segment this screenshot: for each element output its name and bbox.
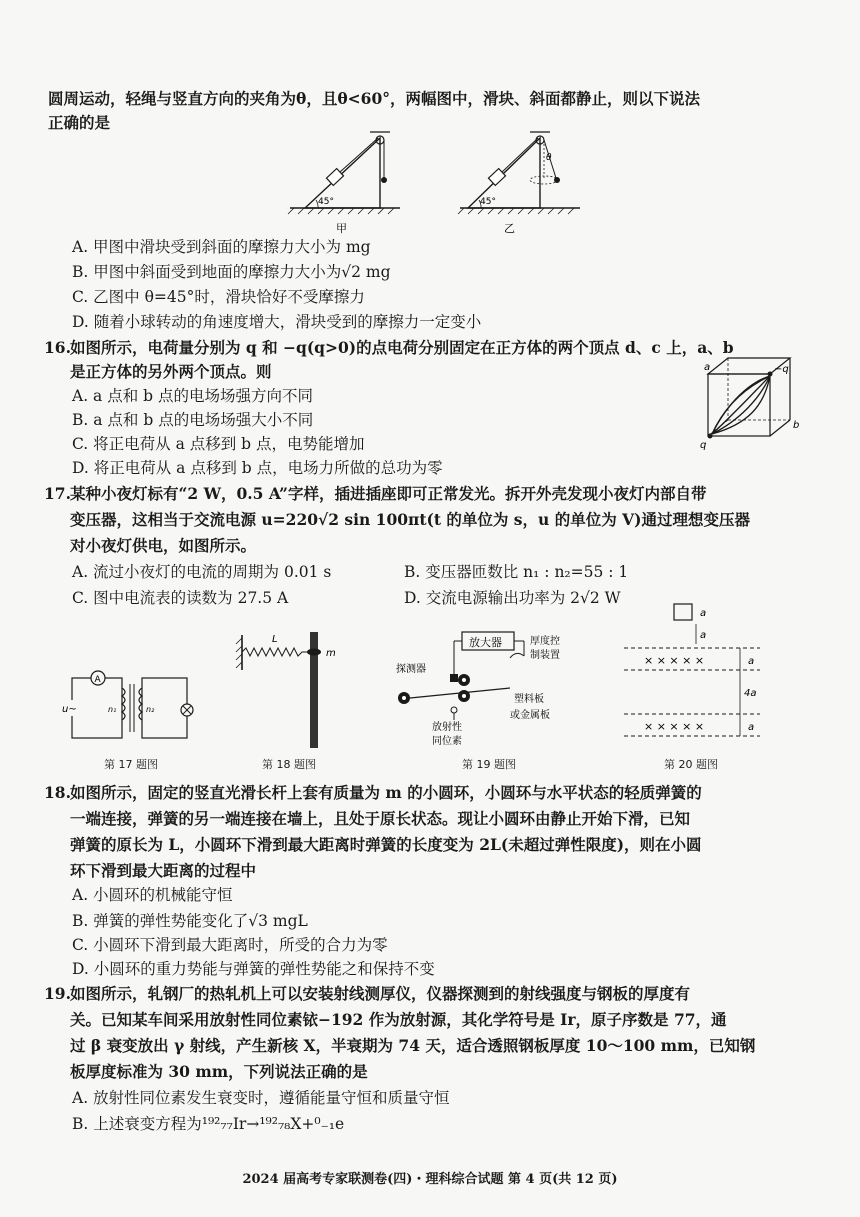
ring-mass-label: m — [326, 648, 336, 659]
q17-option-d[interactable]: D. 交流电源输出功率为 2√2 W — [404, 589, 621, 607]
q19-option-a[interactable]: A. 放射性同位素发生衰变时，遵循能量守恒和质量守恒 — [72, 1089, 450, 1107]
field-region-1-crosses: × × × × × — [644, 654, 705, 667]
field-1-height-label: a — [748, 656, 755, 667]
fig20-caption: 第 20 题图 — [664, 758, 718, 771]
thickness-control-label-2: 制装置 — [530, 650, 560, 661]
q18-stem-line2: 一端连接，弹簧的另一端连接在墙上，且处于原长状态。现让小圆环由静止开始下滑，已知 — [70, 809, 691, 828]
q15-option-a[interactable]: A. 甲图中滑块受到斜面的摩擦力大小为 mg — [72, 238, 371, 256]
theta-label: θ — [546, 153, 552, 163]
q18-option-c[interactable]: C. 小圆环下滑到最大距离时，所受的合力为零 — [72, 936, 388, 954]
angle-label-yi: 45° — [480, 197, 496, 207]
q18-option-d[interactable]: D. 小圆环的重力势能与弹簧的弹性势能之和保持不变 — [72, 960, 435, 978]
cube-label-q: q — [700, 440, 707, 451]
q16-stem-line2: 是正方体的另外两个顶点。则 — [70, 362, 272, 381]
q16-option-b[interactable]: B. a 点和 b 点的电场场强大小不同 — [72, 411, 314, 429]
q17-number: 17. — [44, 484, 71, 503]
ammeter-label: A — [94, 675, 101, 685]
q18-stem-line1 — [44, 782, 702, 804]
q19-stem-text1: 如图所示，轧钢厂的热轧机上可以安装射线测厚仪，仪器探测到的射线强度与钢板的厚度有 — [70, 984, 691, 1003]
q16-stem-text1: 如图所示，电荷量分别为 q 和 −q(q>0)的点电荷分别固定在正方体的两个顶点 d、c 上，a、b — [70, 338, 734, 357]
n2-label: n₂ — [146, 705, 155, 714]
q17-stem-line1 — [44, 483, 706, 505]
spring-length-label: L — [272, 634, 278, 645]
q16-option-c[interactable]: C. 将正电荷从 a 点移到 b 点，电势能增加 — [72, 435, 365, 453]
q17-option-b[interactable]: B. 变压器匝数比 n₁ : n₂=55 : 1 — [404, 563, 629, 581]
cube-label-b: b — [793, 420, 800, 431]
q17-option-a[interactable]: A. 流过小夜灯的电流的周期为 0.01 s — [72, 563, 332, 581]
gap-label: a — [700, 630, 707, 641]
q19-option-b[interactable]: B. 上述衰变方程为¹⁹²₇₇Ir→¹⁹²₇₈X+⁰₋₁e — [72, 1115, 345, 1133]
q16-stem-line1 — [44, 337, 734, 359]
q17-stem-text1: 某种小夜灯标有“2 W，0.5 A”字样，插进插座即可正常发光。拆开外壳发现小夜灯内部自带 — [70, 484, 707, 503]
q16-option-a[interactable]: A. a 点和 b 点的电场场强方向不同 — [72, 387, 313, 405]
q15-option-d[interactable]: D. 随着小球转动的角速度增大，滑块受到的摩擦力一定变小 — [72, 313, 482, 331]
isotope-label-1: 放射性 — [432, 722, 462, 733]
amplifier-label: 放大器 — [469, 636, 502, 649]
q18-stem-line4: 环下滑到最大距离的过程中 — [70, 861, 257, 880]
q18-number: 18. — [44, 783, 71, 802]
q19-stem-line4: 板厚度标准为 30 mm，下列说法正确的是 — [70, 1062, 368, 1081]
page-footer: 2024 届高考专家联测卷(四)・理科综合试题 第 4 页(共 12 页) — [242, 1172, 618, 1187]
fig-label-jia: 甲 — [336, 222, 347, 235]
q19-stem-line1 — [44, 983, 690, 1005]
cube-label-a: a — [704, 362, 711, 373]
fig17-transformer-circuit — [62, 660, 202, 750]
q16-cube-figure — [700, 352, 800, 452]
q17-stem-line3: 对小夜灯供电，如图所示。 — [70, 536, 257, 555]
figure-yi — [458, 132, 580, 235]
q15-stem-line2: 正确的是 — [48, 113, 111, 132]
fig19-thickness-gauge — [392, 626, 602, 751]
isotope-label-2: 同位素 — [432, 736, 462, 747]
q19-stem-line2: 关。已知某车间采用放射性同位素铱−192 作为放射源，其化学符号是 Ir，原子序数是 77，通 — [70, 1010, 727, 1029]
n1-label: n₁ — [108, 705, 117, 714]
q17-option-c[interactable]: C. 图中电流表的读数为 27.5 A — [72, 589, 289, 607]
figure-jia — [288, 132, 400, 235]
q18-option-a[interactable]: A. 小圆环的机械能守恒 — [72, 886, 233, 904]
fig20-magnetic-field — [620, 600, 780, 750]
q17-stem-line2: 变压器，这相当于交流电源 u=220√2 sin 100πt(t 的单位为 s，u 的单位为 V)通过理想变压器 — [70, 510, 750, 529]
q15-option-c[interactable]: C. 乙图中 θ=45°时，滑块恰好不受摩擦力 — [72, 288, 365, 306]
cube-label-minus-q: −q — [774, 364, 789, 375]
angle-label-jia: 45° — [318, 197, 334, 207]
fig17-caption: 第 17 题图 — [104, 758, 158, 771]
plate-label-1: 塑料板 — [514, 694, 544, 705]
fig18-caption: 第 18 题图 — [262, 758, 316, 771]
field-2-height-label: a — [748, 722, 755, 733]
loop-side-label: a — [700, 608, 707, 619]
source-label: u~ — [62, 704, 77, 715]
detector-label: 探测器 — [396, 664, 426, 675]
plate-label-2: 或金属板 — [510, 710, 550, 721]
q19-stem-line3: 过 β 衰变放出 γ 射线，产生新核 X，半衰期为 74 天，适合透照钢板厚度 10～100 mm，已知钢 — [70, 1036, 756, 1055]
q15-figures — [280, 128, 610, 238]
thickness-control-label-1: 厚度控 — [530, 636, 560, 647]
fig18-spring-rod — [232, 630, 362, 750]
q15-stem-line1: 圆周运动，轻绳与竖直方向的夹角为θ，且θ<60°，两幅图中，滑块、斜面都静止，则以下说法 — [48, 89, 700, 108]
q18-option-b[interactable]: B. 弹簧的弹性势能变化了√3 mgL — [72, 912, 308, 930]
fig19-caption: 第 19 题图 — [462, 758, 516, 771]
q15-option-b[interactable]: B. 甲图中斜面受到地面的摩擦力大小为√2 mg — [72, 263, 391, 281]
gap-4a-label: 4a — [744, 688, 757, 699]
q16-number: 16. — [44, 338, 71, 357]
q19-number: 19. — [44, 984, 71, 1003]
q16-option-d[interactable]: D. 将正电荷从 a 点移到 b 点，电场力所做的总功为零 — [72, 459, 443, 477]
q18-stem-text1: 如图所示，固定的竖直光滑长杆上套有质量为 m 的小圆环，小圆环与水平状态的轻质弹簧的 — [70, 783, 702, 802]
q18-stem-line3: 弹簧的原长为 L，小圆环下滑到最大距离时弹簧的长度变为 2L(未超过弹性限度)，则在小圆 — [70, 835, 702, 854]
field-region-2-crosses: × × × × × — [644, 720, 705, 733]
fig-label-yi: 乙 — [504, 222, 515, 235]
